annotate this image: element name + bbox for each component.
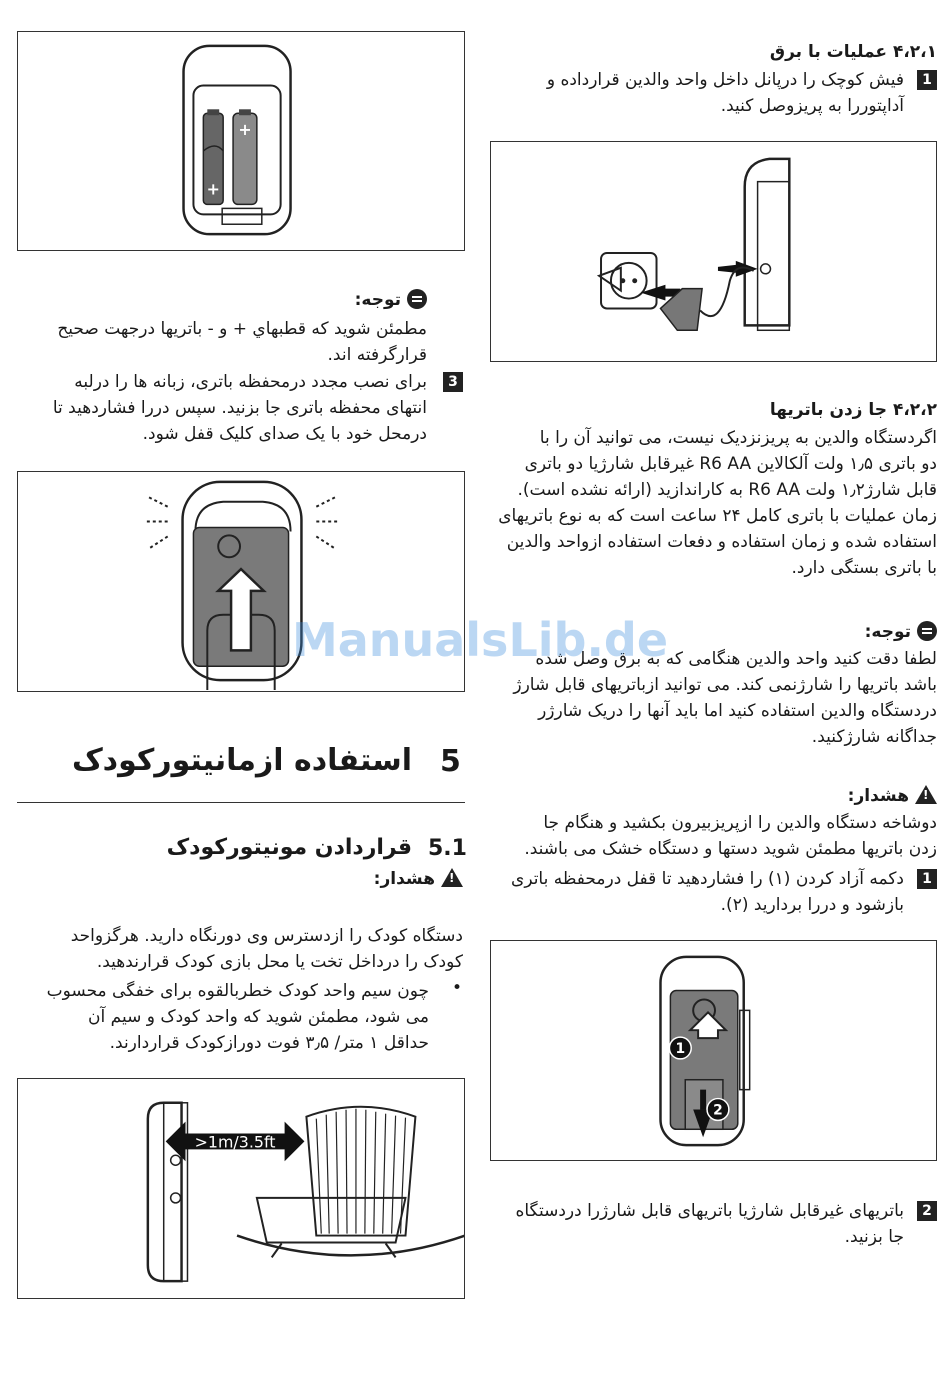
warning1-line1: دستگاه کودک را ازدسترس وی دورنگاه دارید. هرگزواحد [70, 926, 463, 946]
step1-line1: فیش کوچک را درپانل داخل واحد والدین قرارداده و [546, 70, 904, 90]
distance-figure [17, 1078, 465, 1299]
open-cover-illustration [491, 941, 936, 1160]
warning2-heading: ! هشدار: [490, 784, 937, 808]
battery-plus-top: + [238, 120, 252, 140]
section-5-1-number: 5.1 [428, 836, 467, 861]
section-4-2-2-line5: استفاده شده و زمان استفاده و دفعات استفاده ازواحد والدین [506, 532, 937, 552]
bullet-line1: چون سیم واحد کودک خطربالقوه برای خفگی محسوب [46, 981, 429, 1001]
adapter-figure [490, 141, 937, 362]
distance-illustration [18, 1079, 464, 1298]
section-4-2-1-title: ۴،۲،۱ عملیات با برق [769, 42, 937, 62]
step1b-number: 1 [917, 869, 937, 889]
step1b-line1: دکمه آزاد کردن (۱) را فشاردهید تا قفل درمحفظه باتری [511, 869, 904, 889]
bullet-line2: می شود، مطمئن شوید که واحد کودک و سیم آن [88, 1007, 429, 1027]
step1-line2: آداپتوررا به پریزوصل کنید. [720, 96, 904, 116]
note2-line1: لطفا دقت کنید واحد والدین هنگامی که به برق وصل شده [535, 649, 937, 669]
step2-number: 2 [917, 1201, 937, 1221]
battery-compartment-illustration [18, 32, 464, 250]
step2-line2: جا بزنید. [844, 1227, 904, 1247]
note-icon [407, 289, 427, 309]
warning-icon: ! [441, 868, 463, 887]
step2-line1: باتریهای غیرقابل شارژیا باتریهای قابل شارژرا دردستگاه [515, 1201, 904, 1221]
section-4-2-2-line1: اگردستگاه والدین به پریزنزدیک نیست، می توانید آن را با [539, 428, 937, 448]
warning1-heading: ! هشدار: [17, 867, 463, 891]
note2-line4: جداگانه شارژکنید. [811, 727, 937, 747]
battery-compartment-figure [17, 31, 465, 251]
note2-heading: توجه: [490, 620, 937, 644]
warning2-line2: زدن باتریها مطمئن شوید دستها و دستگاه خشک می باشند. [524, 839, 937, 859]
battery-plus-bottom: + [206, 179, 220, 199]
cover-removal-marker: 2 [713, 1102, 723, 1119]
step1-number: 1 [917, 70, 937, 90]
section-4-2-2-title: ۴،۲،۲ جا زدن باتریها [769, 400, 937, 420]
release-button-marker: 1 [675, 1040, 686, 1057]
distance-label: >1m/3.5ft [194, 1132, 276, 1152]
bullet-dot: • [452, 978, 463, 998]
note1-line1: مطمئن شوید که قطبهاي + و - باتريها درجهت صحيح [57, 319, 427, 339]
step1b-line2: بازشود و دررا بردارید (۲). [720, 895, 904, 915]
section-4-2-2-line4: زمان عملیات با باتری کامل ۲۴ ساعت است که به نوع باتریهای [498, 506, 937, 526]
warning2-line1: دوشاخه دستگاه والدین را ازپریزبیرون بکشید و هنگام جا [543, 813, 937, 833]
step3-number: 3 [443, 372, 463, 392]
note1-line2: قرارگرفته اند. [327, 345, 427, 365]
chapter-number: 5 [440, 744, 461, 779]
section-4-2-2-line3: قابل شارژ۱٫۲ ولت R6 AA به کاراندازید (ارائه نشده است). [517, 480, 937, 500]
note2-line2: باشد باتریها را شارژنمی کند. می توانید ازباتریهای قابل شارژ [513, 675, 937, 695]
note-icon [917, 621, 937, 641]
adapter-illustration [491, 142, 936, 361]
step3-line3: درمحل خود با یک صدای کلیک قفل شود. [142, 424, 427, 444]
section-divider [17, 802, 465, 803]
warning-icon: ! [915, 785, 937, 804]
section-4-2-2-line2: دو باتری ۱٫۵ ولت آلکالاین R6 AA غیرقابل شارژیا دو باتری [524, 454, 937, 474]
section-4-2-2-line6: با باتری بستگی دارد. [791, 558, 937, 578]
step3-line2: انتهای محفظه باتری جا بزنید. سپس دررا فشاردهید تا [52, 398, 427, 418]
open-cover-figure [490, 940, 937, 1161]
bullet-line3: حداقل ۱ متر/ ۳٫۵ فوت دورازکودک قراردارند. [109, 1033, 429, 1053]
chapter-title: استفاده ازمانیتورکودک [71, 743, 412, 778]
watermark: ManualsLib.de [291, 613, 669, 667]
step3-line1: برای نصب مجدد درمحفظه باتری، زبانه ها را درلبه [74, 372, 427, 392]
section-5-1-title: قراردادن مونیتورکودک [166, 835, 412, 860]
note1-heading: توجه: [17, 288, 427, 312]
warning1-line2: کودک را درداخل تخت یا محل بازی کودک قرارندهید. [96, 952, 463, 972]
note2-line3: دردستگاه والدین استفاده کنید اما باید آنها را دریک شارژر [538, 701, 937, 721]
